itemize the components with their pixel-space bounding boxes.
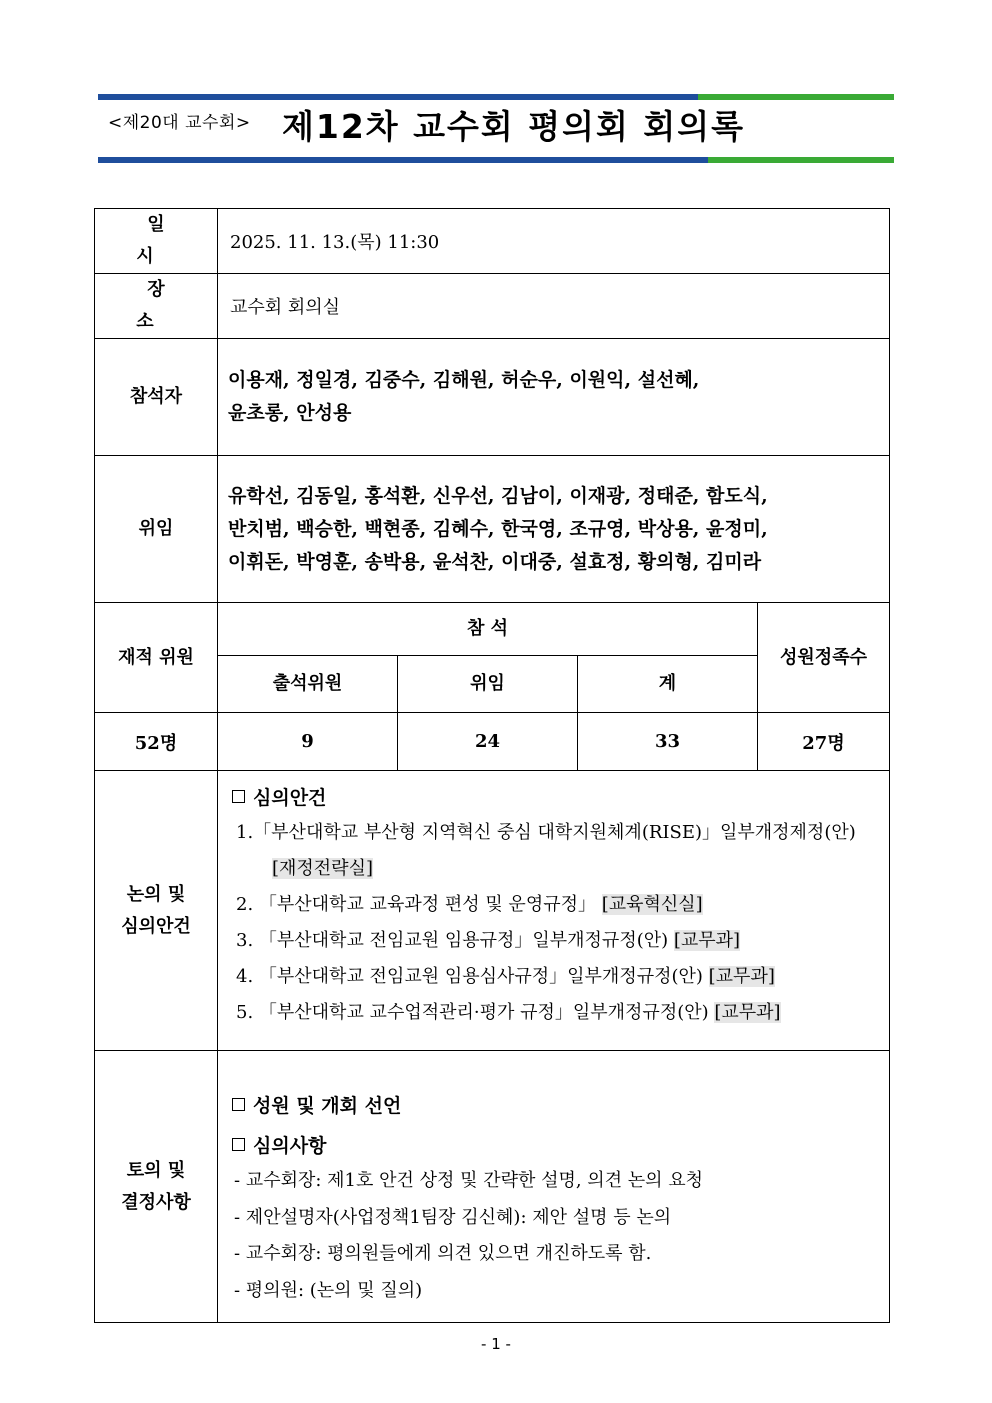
decision-heading: 성원 및 개회 선언 xyxy=(228,1089,881,1123)
row-quorum-header xyxy=(95,603,890,656)
agenda-item: 2. 「부산대학교 교육과정 편성 및 운영규정」 [교육혁신실] xyxy=(236,894,703,915)
row-place xyxy=(95,274,890,339)
agenda-item: 1.「부산대학교 부산형 지역혁신 중심 대학지원체계(RISE)」일부개정제정(안) [재정전략실] xyxy=(236,822,856,879)
agenda-content xyxy=(218,771,890,1051)
minutes-table xyxy=(94,208,890,1323)
agenda-label-line: 논의 및 xyxy=(126,883,186,905)
present-count: 9 xyxy=(218,713,398,771)
decisions-label xyxy=(95,1051,218,1323)
date-label: 일 시 xyxy=(95,209,218,274)
attendees-line: 윤초롱, 안성용 xyxy=(228,402,352,424)
attend-label: 참 석 xyxy=(218,603,758,656)
dept-tag: [재정전략실] xyxy=(272,858,373,879)
agenda-item: 5. 「부산대학교 교수업적관리·평가 규정」일부개정규정(안) [교무과] xyxy=(236,1002,781,1023)
header-subtitle: <제20대 교수회> xyxy=(108,113,251,133)
dept-tag: [교무과] xyxy=(708,966,775,987)
decision-note: - 평의원: (논의 및 질의) xyxy=(234,1279,423,1301)
total-label: 계 xyxy=(578,656,758,713)
document-title: 제12차 교수회 평의회 회의록 xyxy=(282,107,746,146)
decisions-content xyxy=(218,1051,890,1323)
row-attendees xyxy=(95,339,890,456)
total-count: 33 xyxy=(578,713,758,771)
proxy-line: 반치범, 백승한, 백현종, 김혜수, 한국영, 조규영, 박상용, 윤정미, xyxy=(228,517,768,540)
proxy-line: 이휘돈, 박영훈, 송박용, 윤석찬, 이대중, 설효정, 황의형, 김미라 xyxy=(228,550,762,573)
row-decisions xyxy=(95,1051,890,1323)
dept-tag: [교육혁신실] xyxy=(601,894,703,915)
place-value: 교수회 회의실 xyxy=(218,274,890,339)
page-number: - 1 - xyxy=(481,1335,511,1353)
row-proxy xyxy=(95,456,890,603)
header-bottom-rule xyxy=(98,157,894,163)
header-top-rule xyxy=(98,94,894,100)
present-label: 출석위원 xyxy=(218,656,398,713)
decision-note: - 제안설명자(사업정책1팀장 김신혜): 제안 설명 등 논의 xyxy=(234,1206,672,1228)
place-label: 장 소 xyxy=(95,274,218,339)
quorum-label: 성원정족수 xyxy=(758,603,890,713)
quorum-count: 27명 xyxy=(758,713,890,771)
agenda-item: 4. 「부산대학교 전임교원 임용심사규정」일부개정규정(안) [교무과] xyxy=(236,966,775,987)
date-value: 2025. 11. 13.(목) 11:30 xyxy=(218,209,890,274)
proxy-label: 위임 xyxy=(95,456,218,603)
checkbox-square-icon xyxy=(232,790,245,803)
attendees-label: 참석자 xyxy=(95,339,218,456)
attendees-line: 이용재, 정일경, 김중수, 김해원, 허순우, 이원익, 설선혜, xyxy=(228,369,700,391)
agenda-heading: 심의안건 xyxy=(228,781,881,815)
agenda-item: 3. 「부산대학교 전임교원 임용규정」일부개정규정(안) [교무과] xyxy=(236,930,741,951)
checkbox-square-icon xyxy=(232,1098,245,1111)
enrolled-label: 재적 위원 xyxy=(95,603,218,713)
agenda-label xyxy=(95,771,218,1051)
row-date xyxy=(95,209,890,274)
row-agenda xyxy=(95,771,890,1051)
decisions-label-line: 결정사항 xyxy=(121,1191,191,1213)
enrolled-count: 52명 xyxy=(95,713,218,771)
proxy-list xyxy=(218,456,890,603)
attendees-list xyxy=(218,339,890,456)
dept-tag: [교무과] xyxy=(673,930,741,951)
checkbox-square-icon xyxy=(232,1138,245,1151)
decision-note: - 교수회장: 평의원들에게 의견 있으면 개진하도록 함. xyxy=(234,1243,652,1264)
decisions-label-line: 토의 및 xyxy=(126,1159,186,1181)
agenda-label-line: 심의안건 xyxy=(121,915,191,937)
row-quorum-values xyxy=(95,713,890,771)
decision-heading: 심의사항 xyxy=(228,1129,881,1163)
proxy-count-label: 위임 xyxy=(398,656,578,713)
dept-tag: [교무과] xyxy=(714,1002,781,1023)
proxy-count: 24 xyxy=(398,713,578,771)
decision-note: - 교수회장: 제1호 안건 상정 및 간략한 설명, 의견 논의 요청 xyxy=(234,1170,704,1191)
proxy-line: 유학선, 김동일, 홍석환, 신우선, 김남이, 이재광, 정태준, 함도식, xyxy=(228,484,768,507)
